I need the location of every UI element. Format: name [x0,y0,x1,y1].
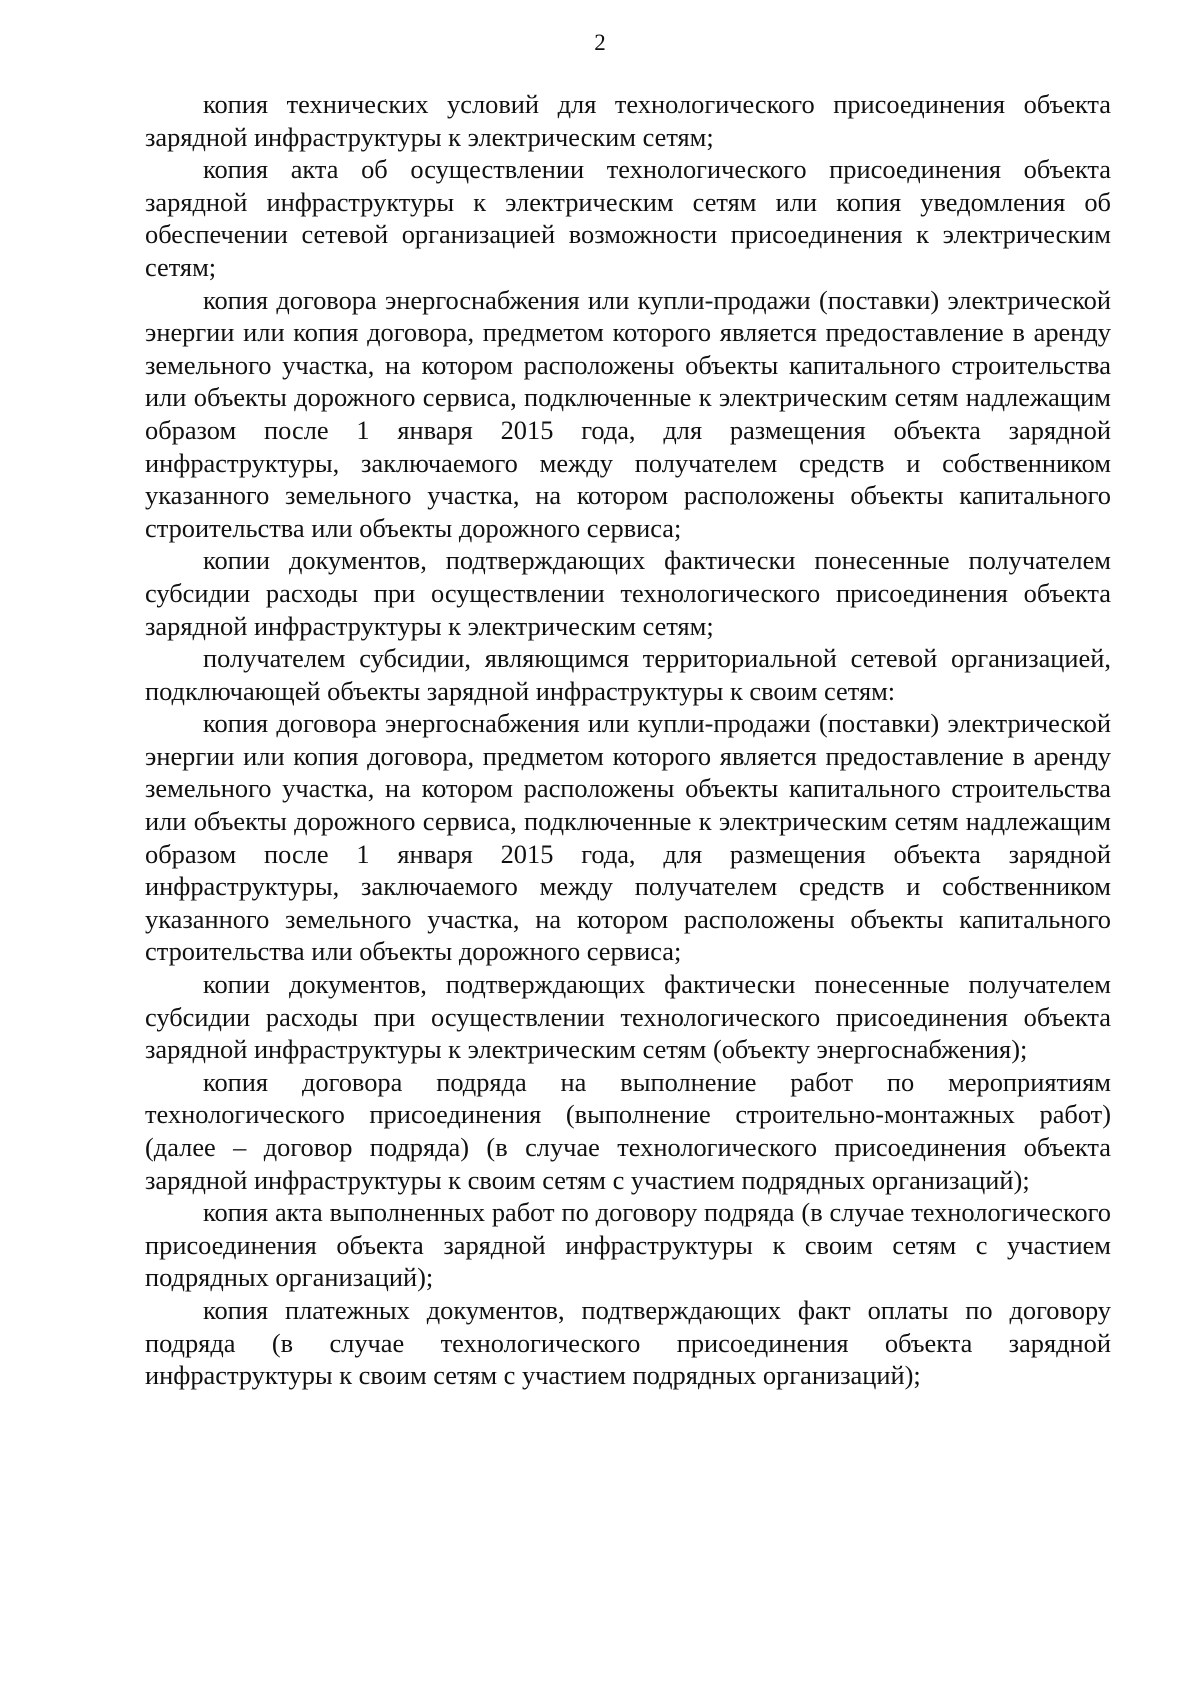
paragraph-tech-conditions-copy: копия технических условий для технологического присоединения объекта зарядной инфраструктуры к электрическим сетям; [145,89,1111,152]
document-body [145,88,1111,1392]
page-number: 2 [594,30,606,55]
paragraph-completed-works-act-copy: копия акта выполненных работ по договору подряда (в случае технологического присоединения объекта зарядной инфраструктуры к своим сетям с участием подрядных организаций); [145,1197,1111,1293]
paragraph-works-contract-copy: копия договора подряда на выполнение работ по мероприятиям технологического присоединения (выполнение строительно-монтажных работ) (далее – договор подряда) (в случае технологического присоединения объекта зарядной инфраструктуры к своим сетям с участием подрядных организаций); [145,1066,1111,1195]
paragraph-energy-supply-contract-copy-2: копия договора энергоснабжения или купли-продажи (поставки) электрической энергии или копия договора, предметом которого является предоставление в аренду земельного участка, на котором расположены объекты капитального строительства или объекты дорожного сервиса, подключенные к электрическим сетям надлежащим образом после 1 января 2015 года, для размещения объекта зарядной инфраструктуры, заключаемого между получателем средств и собственником указанного земельного участка, на котором расположены объекты капитального строительства или объекты дорожного сервиса; [145,708,1111,967]
paragraph-energy-supply-contract-copy: копия договора энергоснабжения или купли-продажи (поставки) электрической энергии или копия договора, предметом которого является предоставление в аренду земельного участка, на котором расположены объекты капитального строительства или объекты дорожного сервиса, подключенные к электрическим сетям надлежащим образом после 1 января 2015 года, для размещения объекта зарядной инфраструктуры, заключаемого между получателем средств и собственником указанного земельного участка, на котором расположены объекты капитального строительства или объекты дорожного сервиса; [145,284,1111,543]
paragraph-payment-documents-copy: копия платежных документов, подтверждающих факт оплаты по договору подряда (в случае технологического присоединения объекта зарядной инфраструктуры к своим сетям с участием подрядных организаций); [145,1294,1111,1391]
paragraph-expense-documents-copy-2: копии документов, подтверждающих фактически понесенные получателем субсидии расходы при осуществлении технологического присоединения объекта зарядной инфраструктуры к электрическим сетям (объекту энергоснабжения); [145,969,1111,1065]
paragraph-territorial-grid-organization: получателем субсидии, являющимся территориальной сетевой организацией, подключающей объекты зарядной инфраструктуры к своим сетям: [145,643,1111,706]
paragraph-connection-act-copy: копия акта об осуществлении технологического присоединения объекта зарядной инфраструктуры к электрическим сетям или копия уведомления об обеспечении сетевой организацией возможности присоединения к электрическим сетям; [145,154,1111,282]
paragraph-expense-documents-copy: копии документов, подтверждающих фактически понесенные получателем субсидии расходы при осуществлении технологического присоединения объекта зарядной инфраструктуры к электрическим сетям; [145,545,1111,641]
